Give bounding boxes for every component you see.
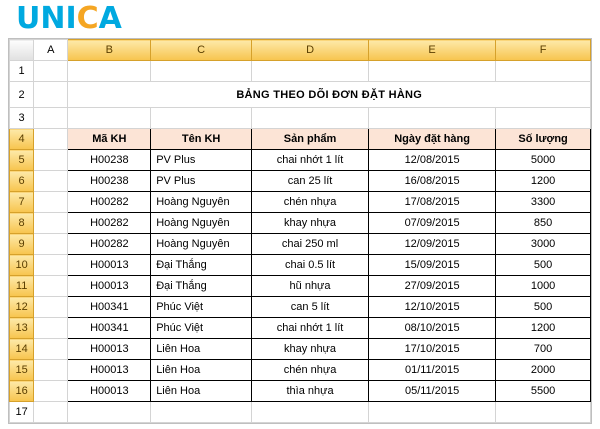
cell-so-luong[interactable]: 500: [496, 255, 591, 276]
column-header-c[interactable]: C: [151, 40, 252, 61]
spreadsheet-grid[interactable]: [9, 39, 591, 423]
cell-ngay[interactable]: 01/11/2015: [369, 360, 496, 381]
cell-ma-kh[interactable]: H00282: [68, 213, 151, 234]
table-row: [10, 381, 591, 402]
cell-ten-kh[interactable]: Phúc Việt: [151, 297, 252, 318]
report-title[interactable]: BẢNG THEO DÕI ĐƠN ĐẶT HÀNG: [68, 82, 591, 108]
cell-ma-kh[interactable]: H00013: [68, 339, 151, 360]
cell-ma-kh[interactable]: H00341: [68, 318, 151, 339]
cell-f1[interactable]: [496, 61, 591, 82]
cell-ten-kh[interactable]: Hoàng Nguyên: [151, 234, 252, 255]
row-header-10[interactable]: 10: [10, 255, 34, 276]
cell-ten-kh[interactable]: Hoàng Nguyên: [151, 213, 252, 234]
cell-so-luong[interactable]: 1200: [496, 171, 591, 192]
cell-so-luong[interactable]: 700: [496, 339, 591, 360]
cell-so-luong[interactable]: 1000: [496, 276, 591, 297]
cell-so-luong[interactable]: 5000: [496, 150, 591, 171]
sheet-row-17: [10, 402, 591, 423]
row-header-8[interactable]: 8: [10, 213, 34, 234]
cell-san-pham[interactable]: hũ nhựa: [252, 276, 369, 297]
table-header-ma-kh[interactable]: Mã KH: [68, 129, 151, 150]
cell-so-luong[interactable]: 1200: [496, 318, 591, 339]
column-header-f[interactable]: F: [496, 40, 591, 61]
row-header-6[interactable]: 6: [10, 171, 34, 192]
cell-a5[interactable]: [34, 150, 68, 171]
cell-f17[interactable]: [496, 402, 591, 423]
table-row: [10, 318, 591, 339]
cell-so-luong[interactable]: 2000: [496, 360, 591, 381]
cell-ten-kh[interactable]: PV Plus: [151, 171, 252, 192]
cell-ten-kh[interactable]: Phúc Việt: [151, 318, 252, 339]
column-header-e[interactable]: E: [369, 40, 496, 61]
row-header-3[interactable]: 3: [10, 108, 34, 129]
cell-a2[interactable]: [34, 82, 68, 108]
cell-ma-kh[interactable]: H00341: [68, 297, 151, 318]
cell-c1[interactable]: [151, 61, 252, 82]
cell-san-pham[interactable]: chén nhựa: [252, 192, 369, 213]
row-header-4[interactable]: 4: [10, 129, 34, 150]
sheet-row-2: [10, 82, 591, 108]
cell-a1[interactable]: [34, 61, 68, 82]
table-row: [10, 360, 591, 381]
cell-san-pham[interactable]: chai nhớt 1 lít: [252, 318, 369, 339]
row-header-2[interactable]: 2: [10, 82, 34, 108]
cell-ten-kh[interactable]: Hoàng Nguyên: [151, 192, 252, 213]
table-row: [10, 339, 591, 360]
cell-b1[interactable]: [68, 61, 151, 82]
cell-a12[interactable]: [34, 297, 68, 318]
cell-b3[interactable]: [68, 108, 151, 129]
cell-e3[interactable]: [369, 108, 496, 129]
cell-ngay[interactable]: 27/09/2015: [369, 276, 496, 297]
cell-ten-kh[interactable]: Đại Thắng: [151, 276, 252, 297]
cell-a16[interactable]: [34, 381, 68, 402]
cell-ma-kh[interactable]: H00013: [68, 360, 151, 381]
table-header-ngay-dat-hang[interactable]: Ngày đặt hàng: [369, 129, 496, 150]
table-row: [10, 297, 591, 318]
cell-so-luong[interactable]: 850: [496, 213, 591, 234]
cell-c3[interactable]: [151, 108, 252, 129]
column-header-a[interactable]: A: [34, 40, 68, 61]
cell-a17[interactable]: [34, 402, 68, 423]
table-row: [10, 276, 591, 297]
unica-logo: [16, 2, 122, 36]
sheet-row-4: [10, 129, 591, 150]
sheet-row-3: [10, 108, 591, 129]
cell-e1[interactable]: [369, 61, 496, 82]
logo-text-before: UNI: [16, 1, 77, 36]
column-header-b[interactable]: B: [68, 40, 151, 61]
cell-d17[interactable]: [252, 402, 369, 423]
table-header-san-pham[interactable]: Sản phẩm: [252, 129, 369, 150]
cell-ma-kh[interactable]: H00013: [68, 381, 151, 402]
row-header-12[interactable]: 12: [10, 297, 34, 318]
cell-so-luong[interactable]: 500: [496, 297, 591, 318]
cell-ngay[interactable]: 12/08/2015: [369, 150, 496, 171]
cell-ma-kh[interactable]: H00238: [68, 150, 151, 171]
cell-a9[interactable]: [34, 234, 68, 255]
cell-ten-kh[interactable]: Liên Hoa: [151, 339, 252, 360]
cell-a10[interactable]: [34, 255, 68, 276]
row-header-17[interactable]: 17: [10, 402, 34, 423]
cell-d1[interactable]: [252, 61, 369, 82]
cell-d3[interactable]: [252, 108, 369, 129]
cell-ten-kh[interactable]: Liên Hoa: [151, 360, 252, 381]
cell-ngay[interactable]: 17/08/2015: [369, 192, 496, 213]
row-header-15[interactable]: 15: [10, 360, 34, 381]
row-header-1[interactable]: 1: [10, 61, 34, 82]
cell-ma-kh[interactable]: H00013: [68, 255, 151, 276]
row-header-7[interactable]: 7: [10, 192, 34, 213]
select-all-corner[interactable]: [10, 40, 34, 61]
column-header-d[interactable]: D: [252, 40, 369, 61]
cell-san-pham[interactable]: chai 250 ml: [252, 234, 369, 255]
table-row: [10, 234, 591, 255]
cell-a11[interactable]: [34, 276, 68, 297]
row-header-5[interactable]: 5: [10, 150, 34, 171]
table-row: [10, 150, 591, 171]
cell-ngay[interactable]: 05/11/2015: [369, 381, 496, 402]
cell-ngay[interactable]: 12/09/2015: [369, 234, 496, 255]
cell-san-pham[interactable]: can 5 lít: [252, 297, 369, 318]
row-header-11[interactable]: 11: [10, 276, 34, 297]
cell-a6[interactable]: [34, 171, 68, 192]
cell-a14[interactable]: [34, 339, 68, 360]
row-header-16[interactable]: 16: [10, 381, 34, 402]
cell-ten-kh[interactable]: PV Plus: [151, 150, 252, 171]
table-row: [10, 213, 591, 234]
row-header-14[interactable]: 14: [10, 339, 34, 360]
cell-ma-kh[interactable]: H00238: [68, 171, 151, 192]
cell-ma-kh[interactable]: H00013: [68, 276, 151, 297]
cell-ten-kh[interactable]: Đại Thắng: [151, 255, 252, 276]
cell-so-luong[interactable]: 3300: [496, 192, 591, 213]
cell-ngay[interactable]: 17/10/2015: [369, 339, 496, 360]
cell-c17[interactable]: [151, 402, 252, 423]
cell-san-pham[interactable]: thìa nhựa: [252, 381, 369, 402]
cell-ma-kh[interactable]: H00282: [68, 192, 151, 213]
cell-san-pham[interactable]: can 25 lít: [252, 171, 369, 192]
table-header-ten-kh[interactable]: Tên KH: [151, 129, 252, 150]
cell-a13[interactable]: [34, 318, 68, 339]
logo-text-after: A: [98, 1, 122, 36]
cell-ma-kh[interactable]: H00282: [68, 234, 151, 255]
cell-a7[interactable]: [34, 192, 68, 213]
cell-san-pham[interactable]: khay nhựa: [252, 213, 369, 234]
column-header-row: [10, 40, 591, 61]
cell-ten-kh[interactable]: Liên Hoa: [151, 381, 252, 402]
table-row: [10, 192, 591, 213]
logo-bar: [0, 0, 600, 38]
cell-san-pham[interactable]: chai 0.5 lít: [252, 255, 369, 276]
cell-a4[interactable]: [34, 129, 68, 150]
cell-san-pham[interactable]: chén nhựa: [252, 360, 369, 381]
table-row: [10, 255, 591, 276]
cell-ngay[interactable]: 12/10/2015: [369, 297, 496, 318]
table-row: [10, 171, 591, 192]
spreadsheet-area[interactable]: [8, 38, 592, 424]
sheet-row-1: [10, 61, 591, 82]
cell-san-pham[interactable]: chai nhớt 1 lít: [252, 150, 369, 171]
table-header-so-luong[interactable]: Số lượng: [496, 129, 591, 150]
cell-ngay[interactable]: 07/09/2015: [369, 213, 496, 234]
cell-f3[interactable]: [496, 108, 591, 129]
cell-a15[interactable]: [34, 360, 68, 381]
cell-so-luong[interactable]: 3000: [496, 234, 591, 255]
cell-a8[interactable]: [34, 213, 68, 234]
cell-so-luong[interactable]: 5500: [496, 381, 591, 402]
cell-ngay[interactable]: 16/08/2015: [369, 171, 496, 192]
cell-e17[interactable]: [369, 402, 496, 423]
logo-accent-letter: C: [76, 1, 99, 36]
row-header-9[interactable]: 9: [10, 234, 34, 255]
cell-ngay[interactable]: 08/10/2015: [369, 318, 496, 339]
cell-san-pham[interactable]: khay nhựa: [252, 339, 369, 360]
cell-ngay[interactable]: 15/09/2015: [369, 255, 496, 276]
cell-a3[interactable]: [34, 108, 68, 129]
cell-b17[interactable]: [68, 402, 151, 423]
row-header-13[interactable]: 13: [10, 318, 34, 339]
